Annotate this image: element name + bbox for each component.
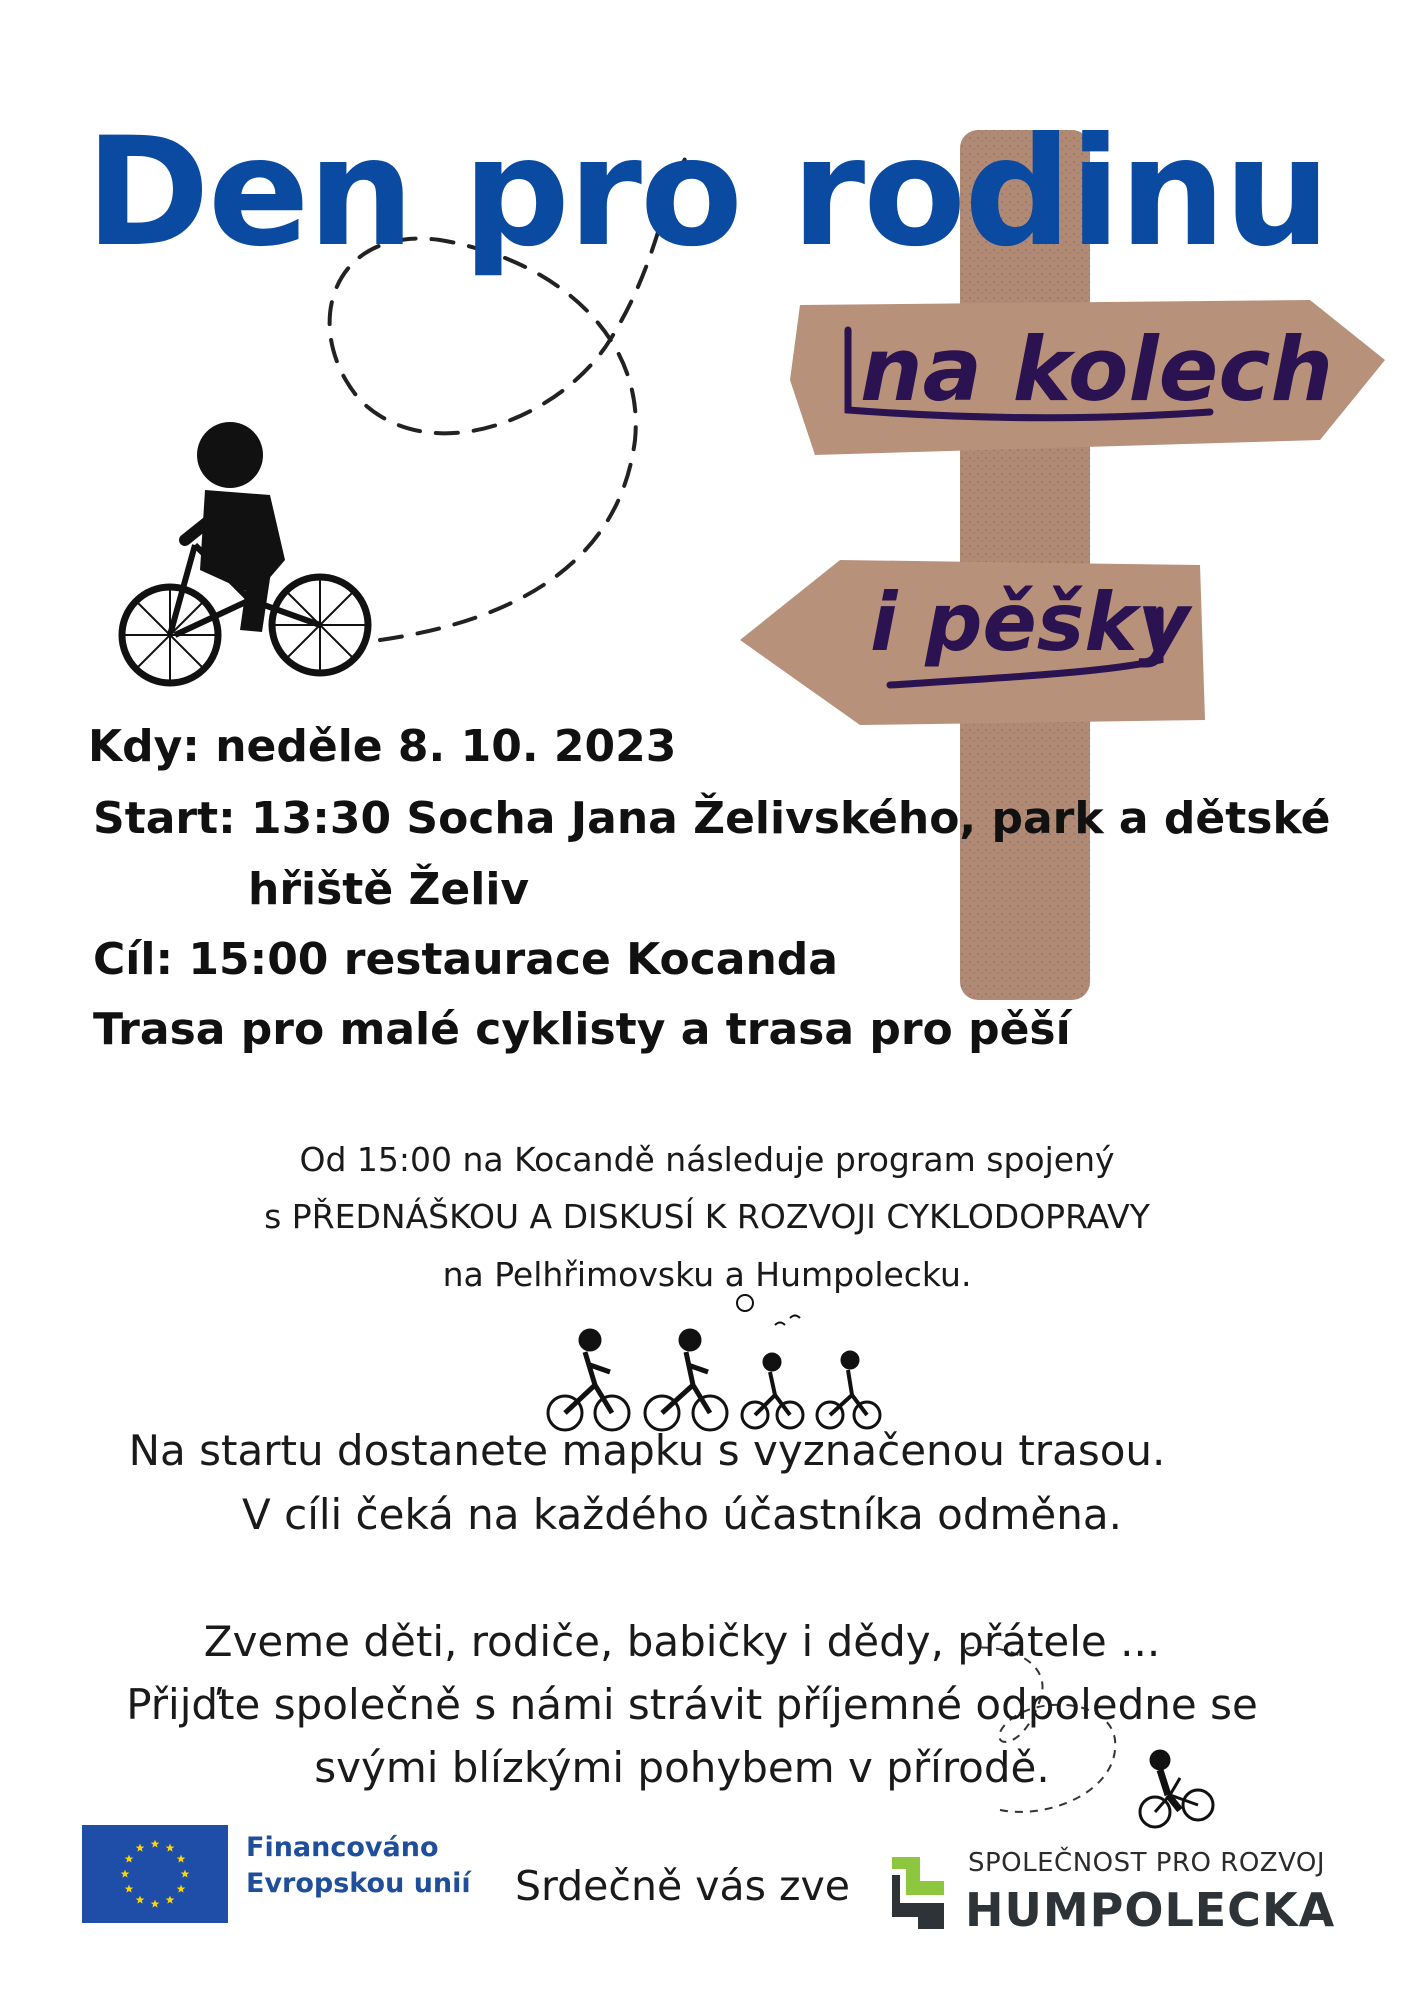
family-cyclists-icon bbox=[548, 1295, 880, 1430]
eu-funding-text bbox=[246, 1830, 471, 1901]
start-info-line-1: Na startu dostanete mapku s vyznačenou trasou. bbox=[128, 1426, 1166, 1475]
invitation-line-1: Zveme děti, rodiče, babičky i dědy, přátele ... bbox=[203, 1617, 1161, 1666]
org-name-main: HUMPOLECKA bbox=[965, 1883, 1336, 1937]
invite-text: Srdečně vás zve bbox=[515, 1862, 850, 1910]
event-start-line1: Start: 13:30 Socha Jana Želivského, park a dětské bbox=[93, 793, 1331, 844]
eu-flag-icon bbox=[82, 1825, 228, 1923]
event-finish: Cíl: 15:00 restaurace Kocanda bbox=[93, 934, 838, 985]
humpolecka-logo-icon bbox=[890, 1855, 954, 1931]
invitation-line-2: Přijďte společně s námi strávit příjemné odpoledne se bbox=[126, 1680, 1258, 1729]
event-start-line2: hřiště Želiv bbox=[248, 864, 530, 915]
program-line-3: na Pelhřimovsku a Humpolecku. bbox=[442, 1255, 972, 1294]
event-when: Kdy: neděle 8. 10. 2023 bbox=[88, 721, 677, 772]
eu-line-1: Financováno bbox=[246, 1832, 439, 1863]
org-name-top: SPOLEČNOST PRO ROZVOJ bbox=[968, 1848, 1326, 1878]
invitation-line-3: svými blízkými pohybem v přírodě. bbox=[314, 1743, 1050, 1792]
page-title: Den pro rodinu bbox=[85, 106, 1329, 280]
event-route: Trasa pro malé cyklisty a trasa pro pěší bbox=[93, 1004, 1071, 1055]
eu-line-2: Evropskou unií bbox=[246, 1867, 471, 1899]
sign-bottom-label: i pěšky bbox=[870, 576, 1190, 669]
start-info-line-2: V cíli čeká na každého účastníka odměna. bbox=[242, 1490, 1122, 1539]
sign-top-label: na kolech bbox=[860, 318, 1334, 421]
program-line-1: Od 15:00 na Kocandě následuje program spojený bbox=[299, 1140, 1115, 1179]
program-line-2: s PŘEDNÁŠKOU A DISKUSÍ K ROZVOJI CYKLODOPRAVY bbox=[264, 1197, 1150, 1236]
child-on-bike-icon bbox=[122, 422, 368, 683]
